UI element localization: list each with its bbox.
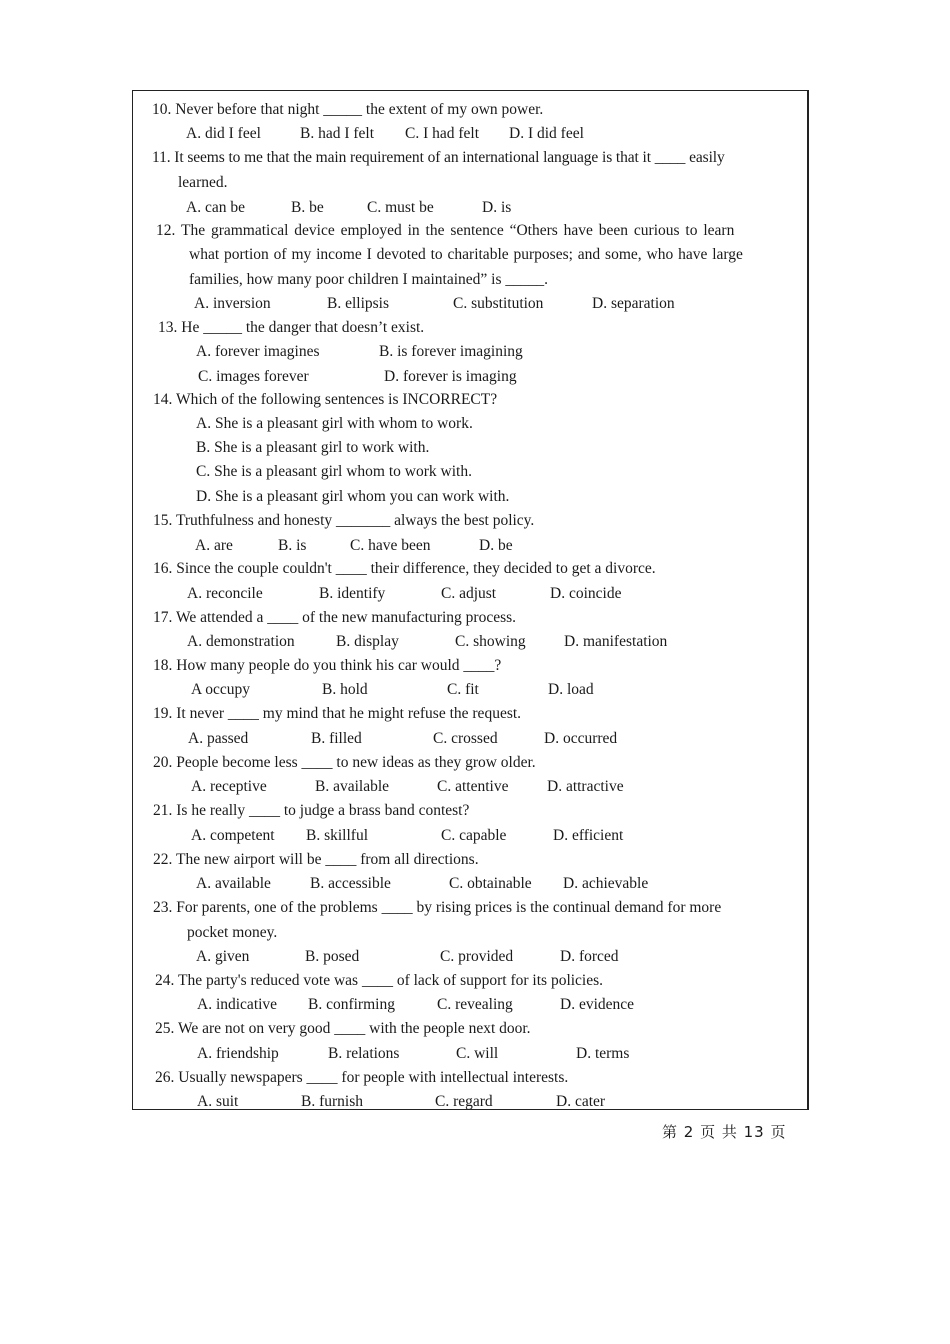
q14-option-b: B. She is a pleasant girl to work with. — [196, 439, 430, 456]
question-11: 11. It seems to me that the main requirement of an international language is that it ____ easily — [152, 149, 725, 166]
q13-option-b: B. is forever imagining — [379, 343, 523, 360]
q13-option-d: D. forever is imaging — [384, 368, 517, 385]
q12-option-d: D. separation — [592, 295, 675, 312]
question-24: 24. The party's reduced vote was ____ of lack of support for its policies. — [155, 972, 604, 989]
question-11-cont: learned. — [178, 174, 228, 191]
q17-option-d: D. manifestation — [564, 633, 668, 650]
q20-option-c: C. attentive — [437, 778, 509, 795]
q10-option-a: A. did I feel — [186, 125, 261, 142]
q18-option-d: D. load — [548, 681, 594, 698]
question-23-cont: pocket money. — [187, 924, 278, 941]
q20-option-d: D. attractive — [547, 778, 624, 795]
q16-option-a: A. reconcile — [187, 585, 263, 602]
q23-option-d: D. forced — [560, 948, 619, 965]
q22-option-b: B. accessible — [310, 875, 391, 892]
question-25: 25. We are not on very good ____ with the people next door. — [155, 1020, 531, 1037]
question-14: 14. Which of the following sentences is INCORRECT? — [153, 391, 498, 408]
q14-option-a: A. She is a pleasant girl with whom to work. — [196, 415, 473, 432]
question-13: 13. He _____ the danger that doesn’t exist. — [158, 319, 425, 336]
q11-option-c: C. must be — [367, 199, 434, 216]
q14-option-c: C. She is a pleasant girl whom to work with. — [196, 463, 472, 480]
q22-option-c: C. obtainable — [449, 875, 532, 892]
q26-option-d: D. cater — [556, 1093, 606, 1110]
q25-option-b: B. relations — [328, 1045, 400, 1062]
q17-option-b: B. display — [336, 633, 399, 650]
page-number-footer: 第 2 页 共 13 页 — [662, 1123, 787, 1141]
q15-option-a: A. are — [195, 537, 233, 554]
q24-option-c: C. revealing — [437, 996, 513, 1013]
q24-option-b: B. confirming — [308, 996, 395, 1013]
q17-option-c: C. showing — [455, 633, 526, 650]
question-10: 10. Never before that night _____ the extent of my own power. — [152, 101, 544, 118]
question-17: 17. We attended a ____ of the new manufacturing process. — [153, 609, 517, 626]
question-21: 21. Is he really ____ to judge a brass band contest? — [153, 802, 470, 819]
q22-option-d: D. achievable — [563, 875, 649, 892]
q26-option-c: C. regard — [435, 1093, 493, 1110]
q23-option-a: A. given — [196, 948, 250, 965]
q21-option-a: A. competent — [191, 827, 275, 844]
q18-option-b: B. hold — [322, 681, 368, 698]
question-12: 12. The grammatical device employed in the sentence “Others have been curious to learn — [156, 222, 735, 239]
q12-option-b: B. ellipsis — [327, 295, 390, 312]
question-18: 18. How many people do you think his car would ____? — [153, 657, 502, 674]
q19-option-a: A. passed — [188, 730, 249, 747]
q14-option-d: D. She is a pleasant girl whom you can work with. — [196, 488, 510, 505]
q25-option-d: D. terms — [576, 1045, 630, 1062]
q22-option-a: A. available — [196, 875, 271, 892]
q19-option-b: B. filled — [311, 730, 362, 747]
q12-option-a: A. inversion — [194, 295, 271, 312]
q20-option-b: B. available — [315, 778, 390, 795]
q21-option-d: D. efficient — [553, 827, 624, 844]
q23-option-c: C. provided — [440, 948, 514, 965]
q25-option-a: A. friendship — [197, 1045, 279, 1062]
question-20: 20. People become less ____ to new ideas as they grow older. — [153, 754, 536, 771]
q13-option-a: A. forever imagines — [196, 343, 320, 360]
q16-option-d: D. coincide — [550, 585, 622, 602]
q26-option-a: A. suit — [197, 1093, 239, 1110]
q25-option-c: C. will — [456, 1045, 499, 1062]
q10-option-d: D. I did feel — [509, 125, 584, 142]
q15-option-b: B. is — [278, 537, 307, 554]
q20-option-a: A. receptive — [191, 778, 267, 795]
q18-option-c: C. fit — [447, 681, 479, 698]
question-22: 22. The new airport will be ____ from all directions. — [153, 851, 479, 868]
question-12-cont: what portion of my income I devoted to charitable purposes; and some, who have large — [189, 246, 743, 263]
q11-option-d: D. is — [482, 199, 512, 216]
q21-option-c: C. capable — [441, 827, 507, 844]
q10-option-c: C. I had felt — [405, 125, 480, 142]
q10-option-b: B. had I felt — [300, 125, 375, 142]
q13-option-c: C. images forever — [198, 368, 309, 385]
q23-option-b: B. posed — [305, 948, 360, 965]
q15-option-d: D. be — [479, 537, 513, 554]
question-15: 15. Truthfulness and honesty _______ always the best policy. — [153, 512, 535, 529]
q11-option-a: A. can be — [186, 199, 245, 216]
q12-option-c: C. substitution — [453, 295, 544, 312]
q19-option-c: C. crossed — [433, 730, 498, 747]
q17-option-a: A. demonstration — [187, 633, 295, 650]
q21-option-b: B. skillful — [306, 827, 369, 844]
q19-option-d: D. occurred — [544, 730, 618, 747]
question-19: 19. It never ____ my mind that he might refuse the request. — [153, 705, 522, 722]
q11-option-b: B. be — [291, 199, 324, 216]
q26-option-b: B. furnish — [301, 1093, 363, 1110]
question-26: 26. Usually newspapers ____ for people with intellectual interests. — [155, 1069, 569, 1086]
q24-option-d: D. evidence — [560, 996, 635, 1013]
question-23: 23. For parents, one of the problems ____ by rising prices is the continual demand for more — [153, 899, 722, 916]
q16-option-b: B. identify — [319, 585, 386, 602]
question-12-cont2: families, how many poor children I maintained” is _____. — [189, 271, 548, 288]
q15-option-c: C. have been — [350, 537, 431, 554]
q18-option-a: A occupy — [191, 681, 250, 698]
question-16: 16. Since the couple couldn't ____ their difference, they decided to get a divorce. — [153, 560, 656, 577]
q16-option-c: C. adjust — [441, 585, 497, 602]
q24-option-a: A. indicative — [197, 996, 278, 1013]
